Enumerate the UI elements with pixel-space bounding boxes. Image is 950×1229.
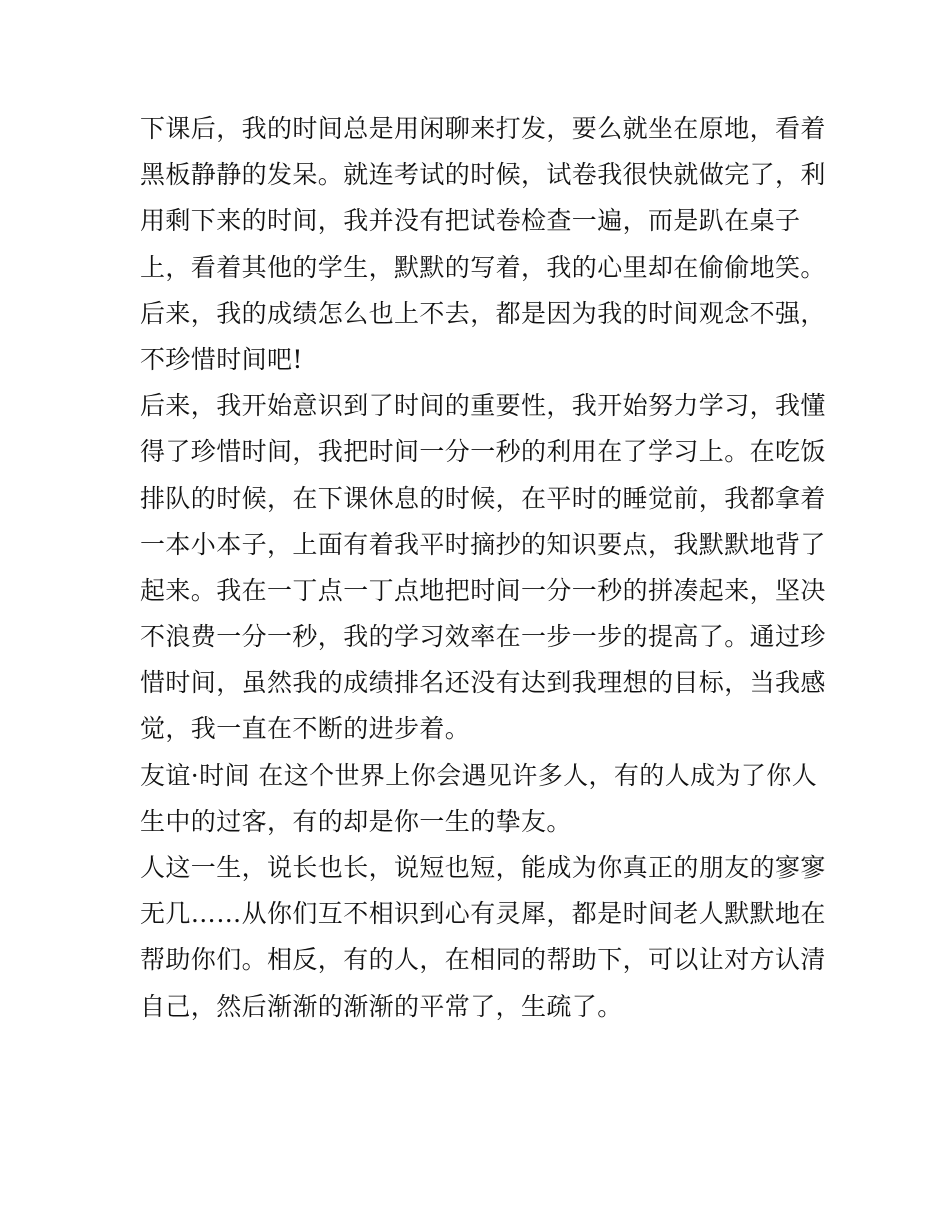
text-line: 用剩下来的时间，我并没有把试卷检查一遍，而是趴在桌子 xyxy=(140,206,801,236)
text-line: 得了珍惜时间，我把时间一分一秒的利用在了学习上。在吃饭 xyxy=(140,437,826,467)
text-line: 生中的过客，有的却是你一生的挚友。 xyxy=(140,806,572,836)
text-line: 后来，我的成绩怎么也上不去，都是因为我的时间观念不强， xyxy=(140,298,826,328)
text-line: 友谊·时间 在这个世界上你会遇见许多人，有的人成为了你人 xyxy=(140,760,818,790)
text-line: 不珍惜时间吧! xyxy=(140,344,303,374)
text-line: 帮助你们。相反，有的人，在相同的帮助下，可以让对方认清 xyxy=(140,945,826,975)
text-line: 起来。我在一丁点一丁点地把时间一分一秒的拼凑起来，坚决 xyxy=(140,575,826,605)
text-line: 黑板静静的发呆。就连考试的时候，试卷我很快就做完了，利 xyxy=(140,160,826,190)
text-line: 上，看着其他的学生，默默的写着，我的心里却在偷偷地笑。 xyxy=(140,252,826,282)
document-body xyxy=(140,106,826,1030)
text-line: 后来，我开始意识到了时间的重要性，我开始努力学习，我懂 xyxy=(140,391,826,421)
text-line: 无几……从你们互不相识到心有灵犀，都是时间老人默默地在 xyxy=(140,899,826,929)
text-line: 排队的时候，在下课休息的时候，在平时的睡觉前，我都拿着 xyxy=(140,483,826,513)
text-line: 自己，然后渐渐的渐渐的平常了，生疏了。 xyxy=(140,991,623,1021)
text-line: 一本小本子，上面有着我平时摘抄的知识要点，我默默地背了 xyxy=(140,529,826,559)
text-line: 不浪费一分一秒，我的学习效率在一步一步的提高了。通过珍 xyxy=(140,622,826,652)
text-line: 人这一生，说长也长，说短也短，能成为你真正的朋友的寥寥 xyxy=(140,853,826,882)
text-line: 下课后，我的时间总是用闲聊来打发，要么就坐在原地，看着 xyxy=(140,114,826,143)
text-line: 觉，我一直在不断的进步着。 xyxy=(140,714,471,744)
text-line: 惜时间，虽然我的成绩排名还没有达到我理想的目标，当我感 xyxy=(140,668,826,698)
